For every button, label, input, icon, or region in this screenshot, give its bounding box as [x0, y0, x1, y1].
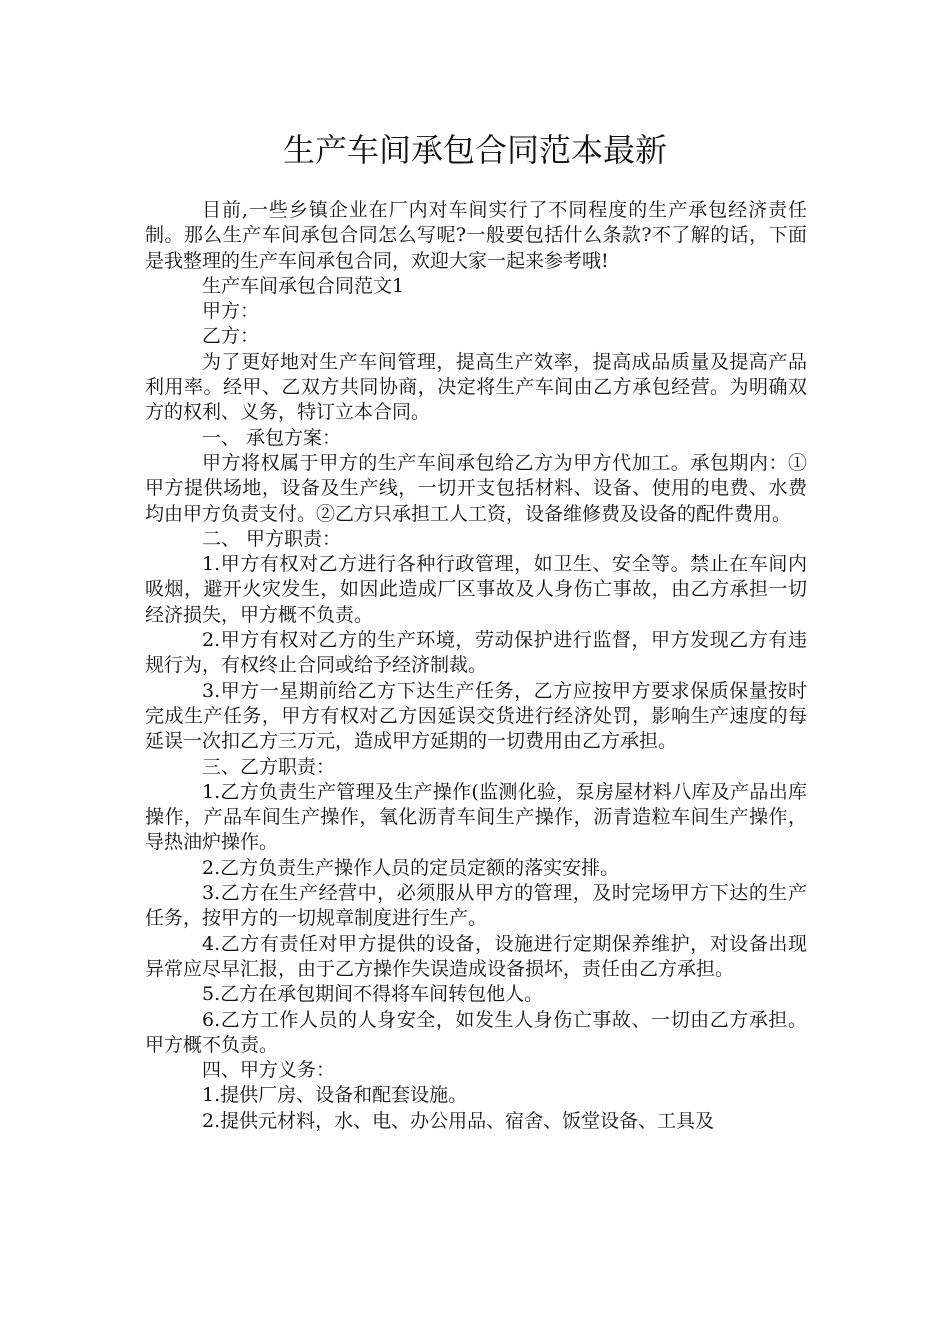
party-a-line: 甲方：: [202, 300, 260, 323]
clause-paragraph: 2.甲方有权对乙方的生产环境，劳动保护进行监督，甲方发现乙方有违规行为，有权终止合同或给予经济制裁。: [145, 629, 807, 677]
section-heading-1: 一、 承包方案：: [202, 426, 342, 449]
preamble-paragraph: 为了更好地对生产车间管理，提高生产效率，提高成品质量及提高产品利用率。经甲、乙双方共同协商，决定将生产车间由乙方承包经营。为明确双方的权利、义务，特订立本合同。: [145, 350, 807, 424]
section-heading-3: 三、乙方职责：: [202, 755, 336, 778]
clause-paragraph: 2.乙方负责生产操作人员的定员定额的落实安排。: [202, 856, 620, 879]
document-body: [145, 198, 807, 1134]
clause-paragraph: 3.乙方在生产经营中，必须服从甲方的管理，及时完场甲方下达的生产任务，按甲方的一切规章制度进行生产。: [145, 882, 807, 930]
party-b-line: 乙方：: [202, 325, 260, 348]
section-heading-2: 二、 甲方职责：: [202, 527, 342, 550]
clause-paragraph: 1.提供厂房、设备和配套设施。: [202, 1084, 468, 1107]
clause-paragraph: 5.乙方在承包期间不得将车间转包他人。: [202, 983, 544, 1006]
clause-paragraph: 1.甲方有权对乙方进行各种行政管理，如卫生、安全等。禁止在车间内吸烟，避开火灾发生，如因此造成厂区事故及人身伤亡事故，由乙方承担一切经济损失，甲方概不负责。: [145, 553, 807, 626]
document-title: 生产车间承包合同范本最新: [282, 131, 667, 169]
intro-paragraph: 目前,一些乡镇企业在厂内对车间实行了不同程度的生产承包经济责任制。那么生产车间承包合同怎么写呢?一般要包括什么条款?不了解的话，下面是我整理的生产车间承包合同，欢迎大家一起来参考哦!: [145, 199, 807, 272]
section-heading-4: 四、甲方义务：: [202, 1059, 336, 1082]
contract-heading: 生产车间承包合同范文1: [202, 274, 405, 297]
section-1-paragraph: 甲方将权属于甲方的生产车间承包给乙方为甲方代加工。承包期内：①甲方提供场地，设备及生产线，一切开支包括材料、设备、使用的电费、水费均由甲方负责支付。②乙方只承担工人工资，设备维修费及设备的配件费用。: [145, 451, 807, 525]
clause-paragraph: 4.乙方有责任对甲方提供的设备，设施进行定期保养维护，对设备出现异常应尽早汇报，由于乙方操作失误造成设备损坏，责任由乙方承担。: [145, 932, 807, 980]
clause-paragraph: 6.乙方工作人员的人身安全，如发生人身伤亡事故、一切由乙方承担。甲方概不负责。: [145, 1008, 807, 1056]
clause-paragraph: 2.提供元材料，水、电、办公用品、宿舍、饭堂设备、工具及: [202, 1109, 715, 1132]
clause-paragraph: 1.乙方负责生产管理及生产操作(监测化验，泵房屋材料八库及产品出库操作，产品车间生产操作，氧化沥青车间生产操作，沥青造粒车间生产操作，导热油炉操作。: [145, 780, 807, 854]
clause-paragraph: 3.甲方一星期前给乙方下达生产任务，乙方应按甲方要求保质保量按时完成生产任务，甲方有权对乙方因延误交货进行经济处罚，影响生产速度的每延误一次扣乙方三万元，造成甲方延期的一切费用由乙方承担。: [145, 679, 807, 753]
